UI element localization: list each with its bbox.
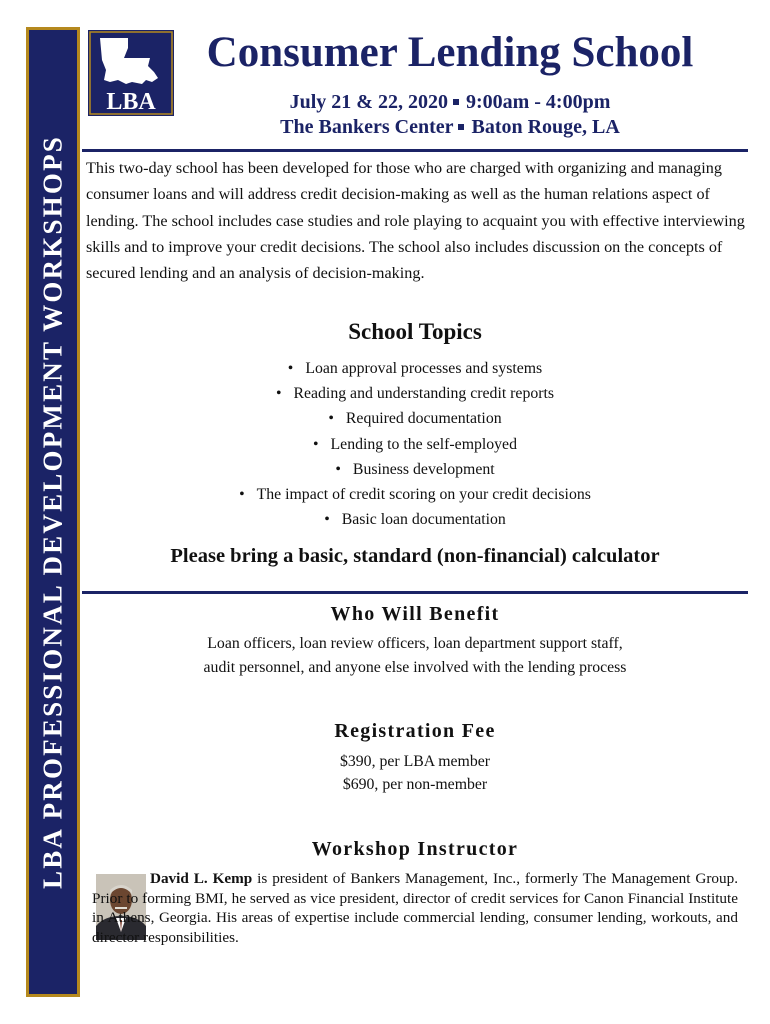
sidebar-title: LBA PROFESSIONAL DEVELOPMENT WORKSHOPS <box>37 135 68 889</box>
fee-member: $390, per LBA member <box>339 753 491 770</box>
topics-list <box>82 356 748 532</box>
separator-square-icon <box>458 124 464 130</box>
instructor-bio-text: is president of Bankers Management, Inc., formerly The Management Group. Prior to forming BMI, he served as vice president, director of credit services for Canon Financial Institute in Athens, Georgia. His areas of expertise include commercial lending, consumer lending, workouts, and director responsibilities. <box>92 870 739 946</box>
event-date: July 21 & 22, 2020 <box>289 91 448 113</box>
divider-middle <box>82 591 748 594</box>
date-time-line <box>185 90 715 114</box>
list-item: • Reading and understanding credit reports <box>82 381 748 406</box>
location-line <box>185 115 715 139</box>
benefit-line-1: Loan officers, loan review officers, loan department support staff, <box>207 635 623 652</box>
list-item: • Lending to the self-employed <box>82 432 748 457</box>
calculator-note: Please bring a basic, standard (non-financial) calculator <box>170 545 660 567</box>
fee-nonmember: $690, per non-member <box>342 776 488 793</box>
page-title: Consumer Lending School <box>206 29 694 76</box>
separator-square-icon <box>453 99 459 105</box>
fee-heading: Registration Fee <box>334 720 496 742</box>
list-item: • The impact of credit scoring on your credit decisions <box>82 482 748 507</box>
svg-text:LBA: LBA <box>106 89 156 115</box>
instructor-bio <box>92 869 738 947</box>
event-time: 9:00am - 4:00pm <box>465 91 611 113</box>
list-item: • Business development <box>82 457 748 482</box>
list-item: • Required documentation <box>82 406 748 431</box>
benefit-heading: Who Will Benefit <box>330 603 500 625</box>
lba-logo <box>88 30 174 116</box>
list-item: • Basic loan documentation <box>82 507 748 532</box>
list-item: • Loan approval processes and systems <box>82 356 748 381</box>
benefit-line-2: audit personnel, and anyone else involved with the lending process <box>203 659 627 676</box>
topics-heading: School Topics <box>348 319 482 344</box>
instructor-name: David L. Kemp <box>150 870 253 887</box>
event-city: Baton Rouge, LA <box>471 116 620 138</box>
divider-top <box>82 149 748 152</box>
event-venue: The Bankers Center <box>280 116 454 138</box>
instructor-heading: Workshop Instructor <box>311 838 519 860</box>
sidebar-banner <box>26 27 80 997</box>
intro-paragraph: This two-day school has been developed for those who are charged with organizing and managing consumer loans and will address credit decision-making as well as the human relations aspect of lending. The school includes case studies and role playing to acquaint you with effective interviewing skills and to improve your credit decisions. The school also includes discussion on the concepts of secured lending and an analysis of decision-making. <box>86 159 745 283</box>
